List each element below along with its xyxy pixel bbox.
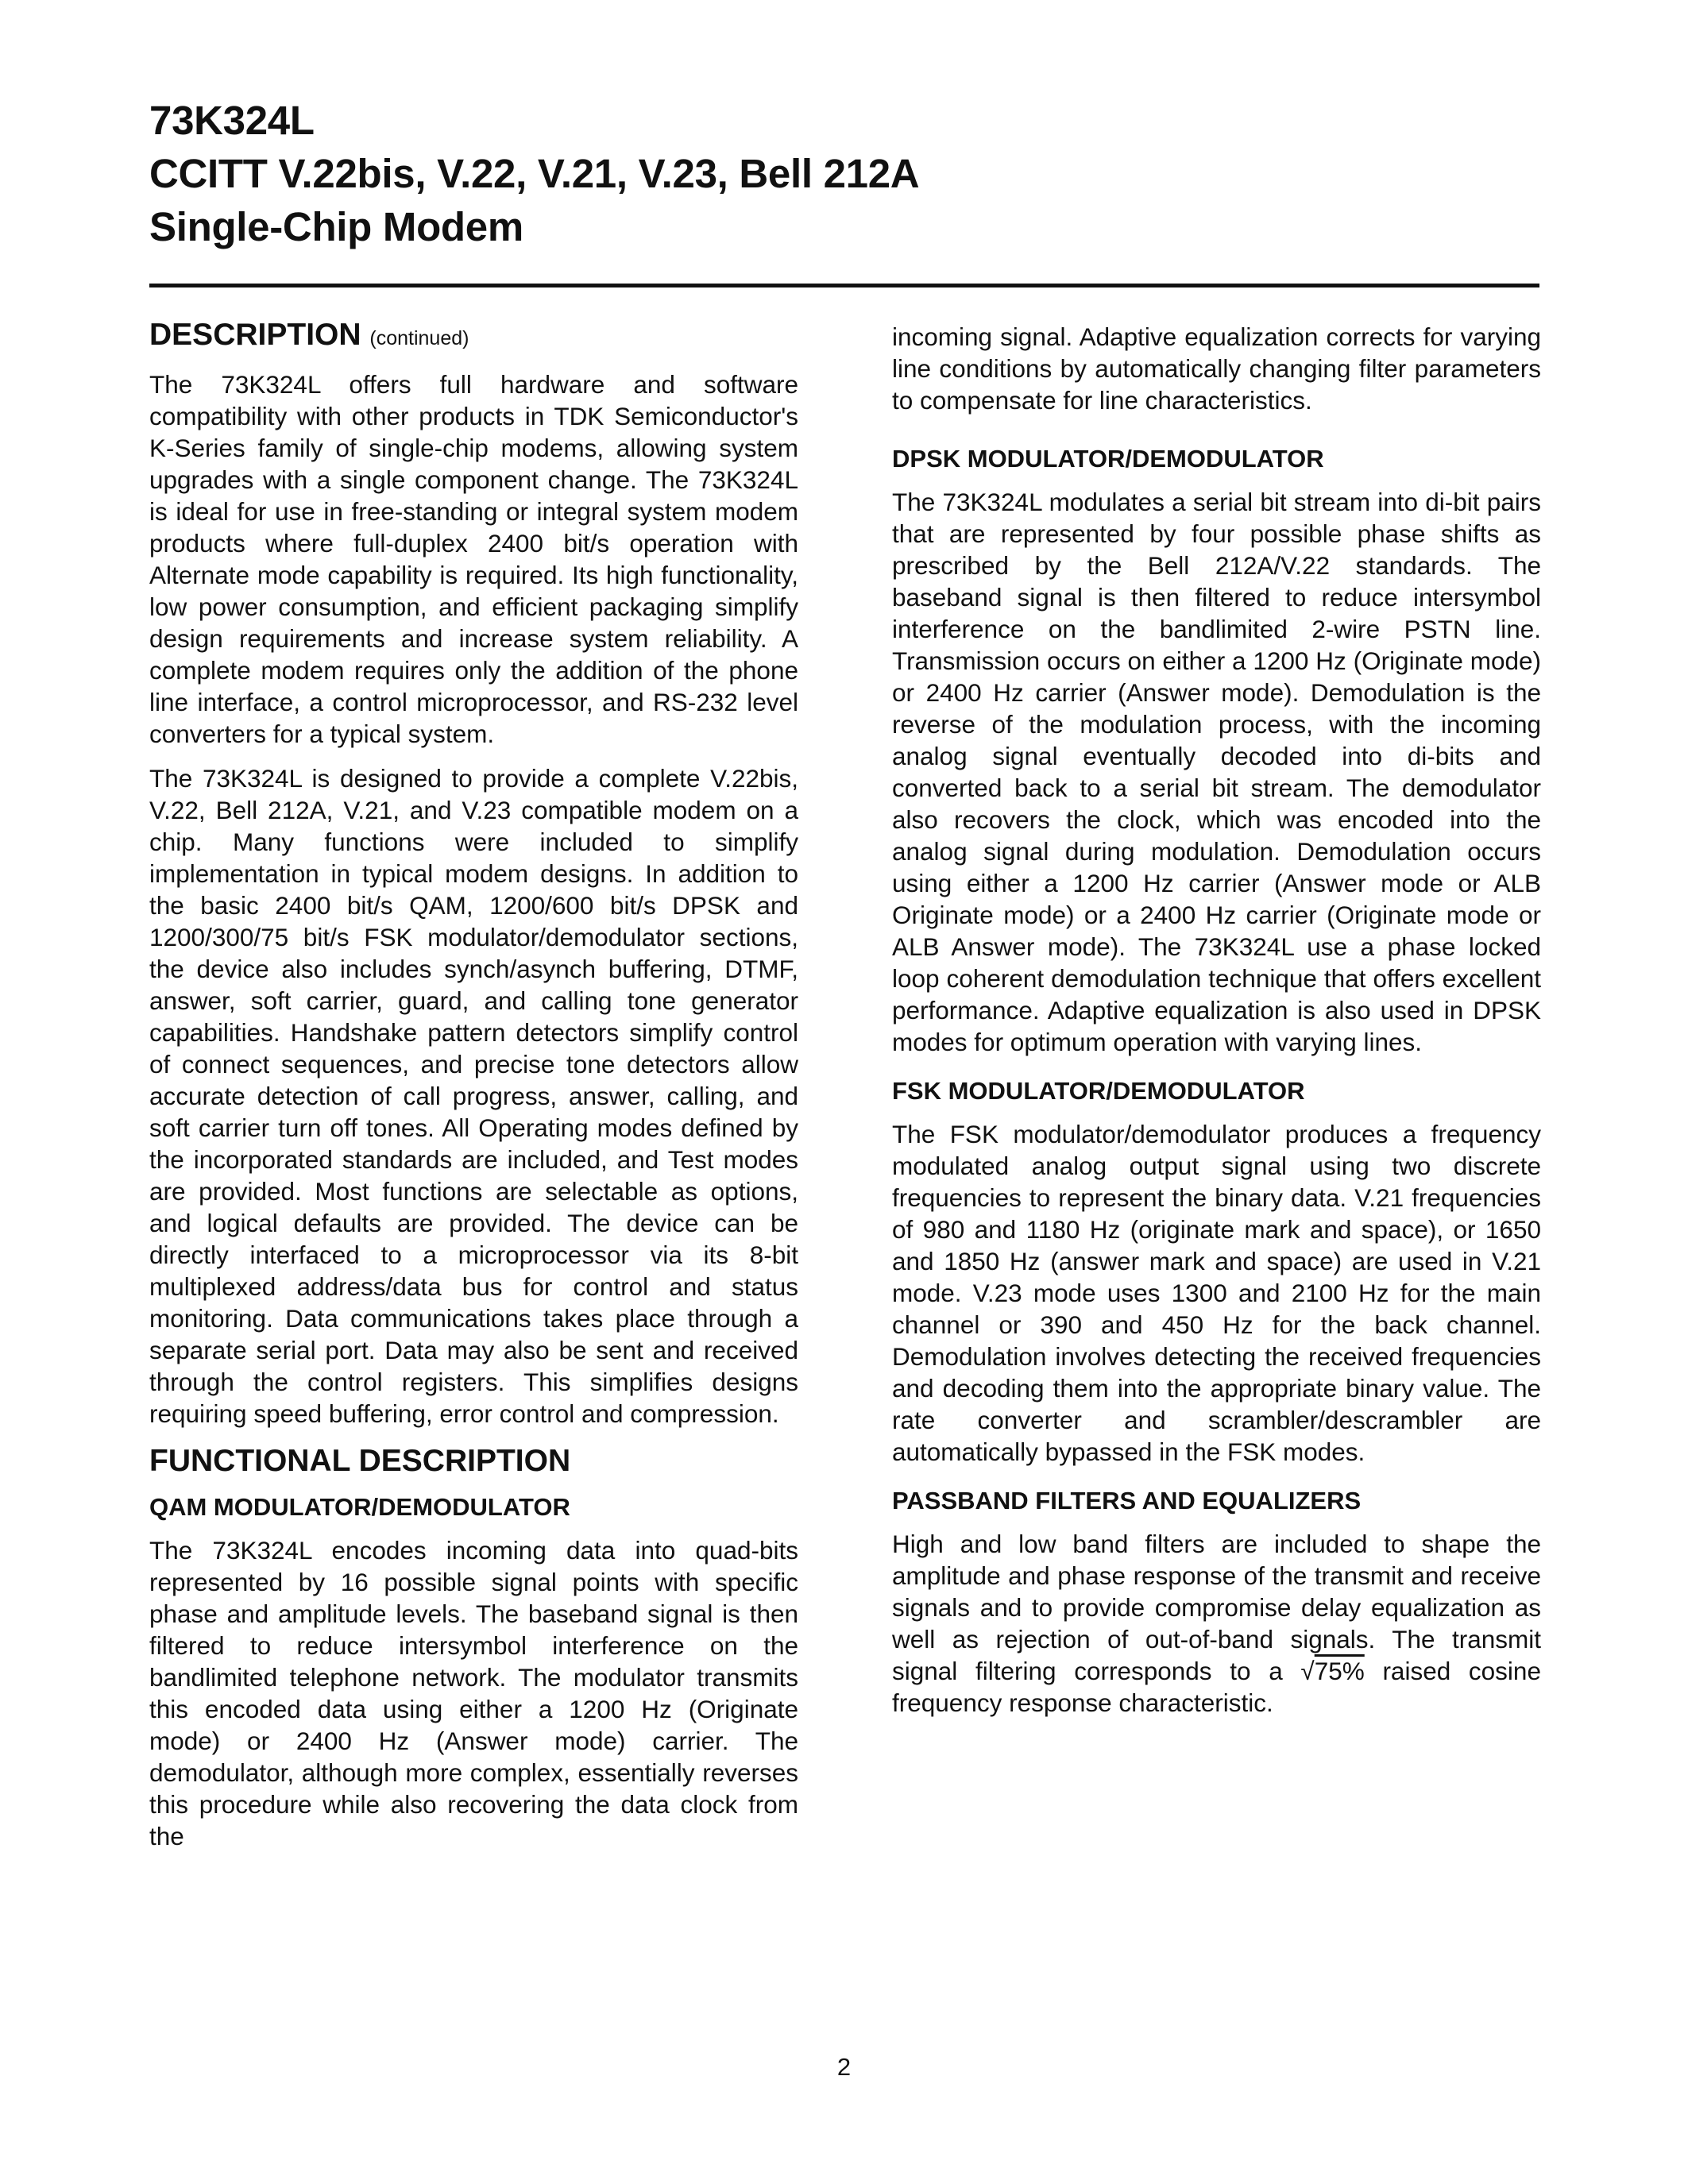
qam-paragraph-continued: incoming signal. Adaptive equalization corrects for varying line conditions by automatically changing filter parameters to compensate for line characteristics. [892,322,1541,415]
functional-description-heading: FUNCTIONAL DESCRIPTION [149,1444,571,1478]
continued-label: (continued) [369,327,469,349]
fsk-paragraph: The FSK modulator/demodulator produces a frequency modulated analog output signal using two discrete frequencies to represent the binary data. V.21 frequencies of 980 and 1180 Hz (originate mark and space), or 1650 and 1850 Hz (answer mark and space) are used in V.21 mode. V.23 mode uses 1300 and 2100 Hz for the main channel or 390 and 450 Hz for the back channel. Demodulation involves detecting the received frequencies and decoding them into the appropriate binary value. The rate converter and scrambler/descrambler are automatically bypassed in the FSK modes. [892,1120,1541,1466]
description-paragraph-1: The 73K324L offers full hardware and software compatibility with other products in TDK Semiconductor's K-Series family of single-chip modems, allowing system upgrades with a single component change. The 73K324L is ideal for use in free-standing or integral system modem products where full-duplex 2400 bit/s operation with Alternate mode capability is required. Its high functionality, low power consumption, and efficient packaging simplify design requirements and increase system reliability. A complete modem requires only the addition of the phone line interface, a control microprocessor, and RS-232 level converters for a typical system. [149,370,798,748]
passband-text-b: raised cosine frequency response characteristic. [892,1657,1541,1717]
qam-heading: QAM MODULATOR/DEMODULATOR [149,1493,570,1521]
passband-text-a: High and low band filters are included to shape the amplitude and phase response of the transmit and receive signals and to provide compromise delay equalization as well as rejection of out-of-band signals. The transmit signal filtering corresponds to a [892,1530,1541,1685]
page-number: 2 [836,2053,852,2081]
description-heading-text: DESCRIPTION [149,318,361,352]
passband-heading: PASSBAND FILTERS AND EQUALIZERS [892,1487,1362,1515]
passband-paragraph [892,1528,1541,1719]
description-paragraph-2: The 73K324L is designed to provide a complete V.22bis, V.22, Bell 212A, V.21, and V.23 compatible modem on a chip. Many functions were included to simplify implementation in typical modem designs. In addition to the basic 2400 bit/s QAM, 1200/600 bit/s DPSK and 1200/300/75 bit/s FSK modulator/demodulator sections, the device also includes synch/asynch buffering, DTMF, answer, soft carrier, guard, and calling tone generator capabilities. Handshake pattern detectors simplify control of connect sequences, and precise tone detectors allow accurate detection of call progress, answer, calling, and soft carrier turn off tones. All Operating modes defined by the incorporated standards are included, and Test modes are provided. Most functions are selectable as options, and logical defaults are provided. The device can be directly interfaced to a microprocessor via its 8-bit multiplexed address/data bus for control and status monitoring. Data communications takes place through a separate serial port. Data may also be sent and received through the control registers. This simplifies designs requiring speed buffering, error control and compression. [149,764,798,1428]
right-column [892,321,1541,1731]
dpsk-heading: DPSK MODULATOR/DEMODULATOR [892,445,1324,473]
dpsk-paragraph: The 73K324L modulates a serial bit stream into di-bit pairs that are represented by four possible phase shifts as prescribed by the Bell 212A/V.22 standards. The baseband signal is then filtered to reduce intersymbol interference on the bandlimited 2-wire PSTN line. Transmission occurs on either a 1200 Hz (Originate mode) or 2400 Hz carrier (Answer mode). Demodulation is the reverse of the modulation process, with the incoming analog signal eventually decoded into di-bits and converted back to a serial bit stream. The demodulator also recovers the clock, which was encoded into the analog signal during modulation. Demodulation occurs using either a 1200 Hz carrier (Answer mode or ALB Originate mode) or a 2400 Hz carrier (Originate mode or ALB Answer mode). The 73K324L use a phase locked loop coherent demodulation technique that offers excellent performance. Adaptive equalization is also used in DPSK modes for optimum operation with varying lines. [892,488,1541,1056]
left-column [149,316,798,1865]
fsk-heading: FSK MODULATOR/DEMODULATOR [892,1077,1305,1105]
product-title: Single-Chip Modem [149,204,523,249]
standards-title: CCITT V.22bis, V.22, V.21, V.23, Bell 212A [149,151,920,196]
sqrt-value: 75% [1314,1657,1365,1685]
sqrt-sign: √ [1300,1657,1315,1685]
header-rule [149,284,1539,287]
part-number-title: 73K324L [149,98,315,143]
description-heading [149,316,798,357]
qam-paragraph: The 73K324L encodes incoming data into quad-bits represented by 16 possible signal points with specific phase and amplitude levels. The baseband signal is then filtered to reduce intersymbol interference on the bandlimited telephone network. The modulator transmits this encoded data using either a 1200 Hz (Originate mode) or 2400 Hz (Answer mode) carrier. The demodulator, although more complex, essentially reverses this procedure while also recovering the data clock from the [149,1536,798,1850]
document-header [149,94,1539,253]
